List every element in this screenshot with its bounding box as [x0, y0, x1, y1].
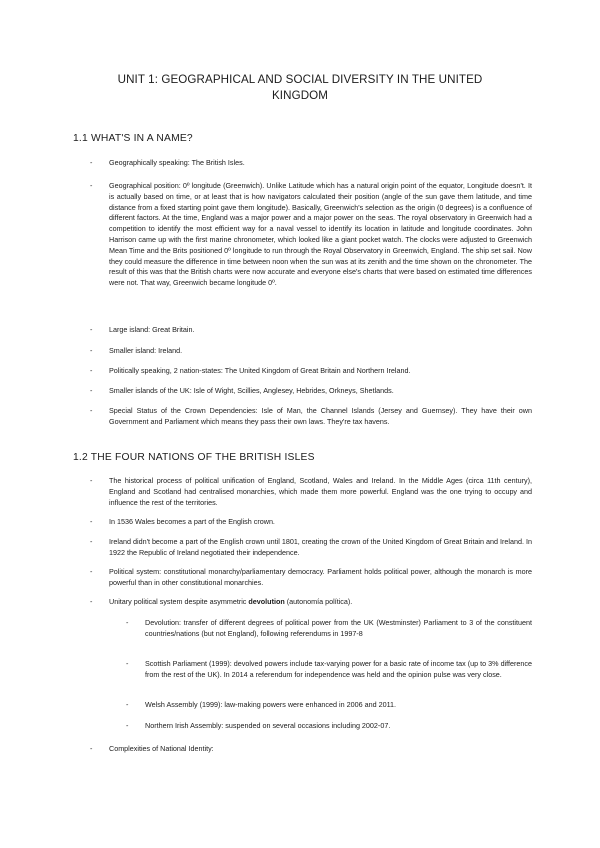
bullet-dash: - [90, 744, 93, 753]
devolution-text-after: (autonomía política). [284, 597, 353, 606]
list-item: Smaller island: Ireland. [109, 346, 183, 355]
bullet-dash: - [90, 476, 93, 485]
list-item: Political system: constitutional monarchy/parliamentary democracy. Parliament holds political power, although the monarch is more powerful than in other constitutional monarchies. [109, 567, 532, 587]
bullet-dash: - [90, 597, 93, 606]
bullet-dash: - [90, 158, 93, 167]
list-item: Smaller islands of the UK: Isle of Wight, Scillies, Anglesey, Hebrides, Orkneys, Shetlands. [109, 386, 394, 395]
sub-list-item: Welsh Assembly (1999): law-making powers were enhanced in 2006 and 2011. [145, 700, 397, 709]
sub-bullet-dash: - [126, 659, 129, 668]
section-heading-1-1: 1.1 WHAT'S IN A NAME? [73, 133, 193, 144]
bullet-dash: - [90, 537, 93, 546]
list-item: Geographical position: 0º longitude (Greenwich). Unlike Latitude which has a natural origin point of the equator, Longitude doesn't. It is actually based on time, or at least that is how navigators calculated their position (angle of the sun gave them latitude, and time distance from a fixed starting point gave them longitude). Basically, Greenwich's selection as the origin (0 degrees) is a confluence of different factors. At the time, England was a major power and a major power on the seas. The royal observatory in Greenwich had a competition to identify the most efficient way for a naval vessel to identify its location in latitude and longitude coordinates. John Harrison came up with the first marine chronometer, which looked like a giant pocket watch. The clocks were adjusted to Greenwich Mean Time and the Brits positioned 0º longitude to run through the Royal Observatory in Greenwich, England. The ship set sail. Now they could measure the difference in time between noon when the sun was at its zenith and the time shown on the chronometer. The result of this was that the British charts were now accurate and everyone else's charts that were based on estimated time differences were not. That way, Greenwich became longitude 0º. [109, 181, 532, 288]
sub-list-item: Northern Irish Assembly: suspended on several occasions including 2002-07. [145, 721, 391, 730]
sub-list-item: Devolution: transfer of different degrees of political power from the UK (Westminster) Parliament to 3 of the constituent countries/nations (but not England), following referendums in 1997-8 [145, 618, 532, 638]
bullet-dash: - [90, 325, 93, 334]
sub-bullet-dash: - [126, 721, 129, 730]
list-item: Geographically speaking: The British Isles. [109, 158, 245, 167]
devolution-text-before: Unitary political system despite asymmetric [109, 597, 249, 606]
list-item: Special Status of the Crown Dependencies: Isle of Man, the Channel Islands (Jersey and Guernsey). They have their own Government and Parliament which means they pass their own laws. They're tax havens. [109, 406, 532, 426]
list-item: Complexities of National Identity: [109, 744, 214, 753]
bullet-dash: - [90, 366, 93, 375]
document-title: UNIT 1: GEOGRAPHICAL AND SOCIAL DIVERSITY IN THE UNITED KINGDOM [117, 73, 483, 102]
list-item: Politically speaking, 2 nation-states: The United Kingdom of Great Britain and Northern Ireland. [109, 366, 411, 375]
bullet-dash: - [90, 567, 93, 576]
list-item: In 1536 Wales becomes a part of the English crown. [109, 517, 275, 526]
bullet-dash: - [90, 346, 93, 355]
bullet-dash: - [90, 386, 93, 395]
bullet-dash: - [90, 517, 93, 526]
list-item-devolution [109, 597, 532, 608]
bullet-dash: - [90, 181, 93, 190]
sub-bullet-dash: - [126, 618, 129, 627]
list-item: Ireland didn't become a part of the English crown until 1801, creating the crown of the United Kingdom of Great Britain and Ireland. In 1922 the Republic of Ireland negotiated their independence. [109, 537, 532, 557]
bullet-dash: - [90, 406, 93, 415]
sub-list-item: Scottish Parliament (1999): devolved powers include tax-varying power for a basic rate of income tax (up to 3% difference from the rest of the UK). In 2014 a referendum for independence was held and the opinion pulse was very close. [145, 659, 532, 679]
list-item: Large island: Great Britain. [109, 325, 195, 334]
list-item: The historical process of political unification of England, Scotland, Wales and Ireland. In the Middle Ages (circa 11th century), England and Scotland had centralised monarchies, which made them more powerful. England was the one trying to occupy and influence the rest of the territories. [109, 476, 532, 507]
sub-bullet-dash: - [126, 700, 129, 709]
section-heading-1-2: 1.2 THE FOUR NATIONS OF THE BRITISH ISLES [73, 452, 315, 463]
devolution-term: devolution [248, 597, 285, 606]
